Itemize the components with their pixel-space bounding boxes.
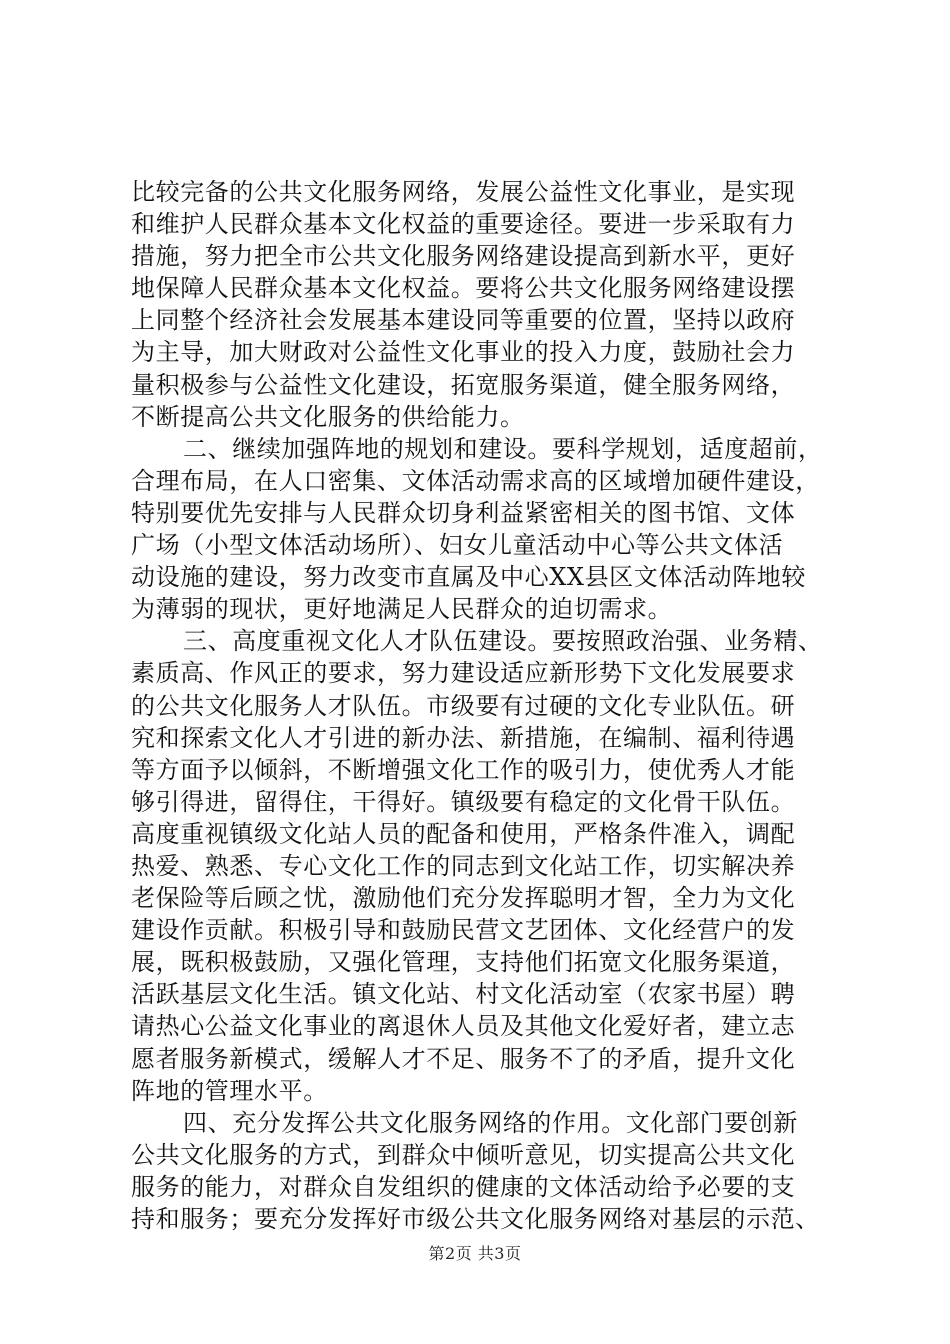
text-line: 动设施的建设，努力改变市直属及中心XX县区文体活动阵地较 xyxy=(131,563,806,592)
text-line: 服务的能力，对群众自发组织的健康的文体活动给予必要的支 xyxy=(131,1172,796,1201)
text-line: 愿者服务新模式，缓解人才不足、服务不了的矛盾，提升文化 xyxy=(131,1044,796,1073)
text-line: 比较完备的公共文化服务网络，发展公益性文化事业，是实现 xyxy=(131,178,796,206)
text-line: 活跃基层文化生活。镇文化站、村文化活动室（农家书屋）聘 xyxy=(131,980,796,1009)
text-line: 公共文化服务的方式，到群众中倾听意见，切实提高公共文化 xyxy=(131,1140,796,1169)
text-line: 上同整个经济社会发展基本建设同等重要的位置，坚持以政府 xyxy=(131,306,796,335)
text-line: 量积极参与公益性文化建设，拓宽服务渠道，健全服务网络， xyxy=(131,370,796,399)
text-line: 老保险等后顾之忧，激励他们充分发挥聪明才智，全力为文化 xyxy=(131,884,796,913)
text-line: 和维护人民群众基本文化权益的重要途径。要进一步采取有力 xyxy=(131,210,796,239)
text-line: 展，既积极鼓励，又强化管理，支持他们拓宽文化服务渠道， xyxy=(131,948,796,977)
text-line: 二、继续加强阵地的规划和建设。要科学规划，适度超前， xyxy=(183,434,823,463)
text-line: 热爱、熟悉、专心文化工作的同志到文化站工作，切实解决养 xyxy=(131,851,796,880)
text-line: 建设作贡献。积极引导和鼓励民营文艺团体、文化经营户的发 xyxy=(131,916,796,945)
text-line: 素质高、作风正的要求，努力建设适应新形势下文化发展要求 xyxy=(131,659,796,688)
text-line: 广场（小型文体活动场所）、妇女儿童活动中心等公共文体活 xyxy=(131,531,784,560)
text-line: 为主导，加大财政对公益性文化事业的投入力度，鼓励社会力 xyxy=(131,338,796,367)
text-line: 高度重视镇级文化站人员的配备和使用，严格条件准入，调配 xyxy=(131,819,796,848)
text-line: 为薄弱的现状，更好地满足人民群众的迫切需求。 xyxy=(131,595,673,624)
text-line: 合理布局，在人口密集、文体活动需求高的区域增加硬件建设， xyxy=(131,466,820,495)
text-line: 究和探索文化人才引进的新办法、新措施，在编制、福利待遇 xyxy=(131,723,796,752)
text-line: 持和服务；要充分发挥好市级公共文化服务网络对基层的示范、 xyxy=(131,1205,820,1233)
text-line: 阵地的管理水平。 xyxy=(131,1076,328,1105)
text-line: 地保障人民群众基本文化权益。要将公共文化服务网络建设摆 xyxy=(131,274,796,303)
text-line: 特别要优先安排与人民群众切身利益紧密相关的图书馆、文体 xyxy=(131,498,796,527)
text-line: 的公共文化服务人才队伍。市级要有过硬的文化专业队伍。研 xyxy=(131,691,796,720)
page-footer: 第2页 共3页 xyxy=(428,1244,522,1263)
text-line: 不断提高公共文化服务的供给能力。 xyxy=(131,402,525,431)
text-line: 四、充分发挥公共文化服务网络的作用。文化部门要创新 xyxy=(183,1108,798,1137)
text-line: 三、高度重视文化人才队伍建设。要按照政治强、业务精、 xyxy=(183,627,823,656)
text-line: 请热心公益文化事业的离退休人员及其他文化爱好者，建立志 xyxy=(131,1012,796,1041)
text-line: 等方面予以倾斜，不断增强文化工作的吸引力，使优秀人才能 xyxy=(131,755,796,784)
text-line: 够引得进，留得住，干得好。镇级要有稳定的文化骨干队伍。 xyxy=(131,787,796,816)
text-line: 措施，努力把全市公共文化服务网络建设提高到新水平，更好 xyxy=(131,242,796,271)
body-text xyxy=(131,176,831,1235)
